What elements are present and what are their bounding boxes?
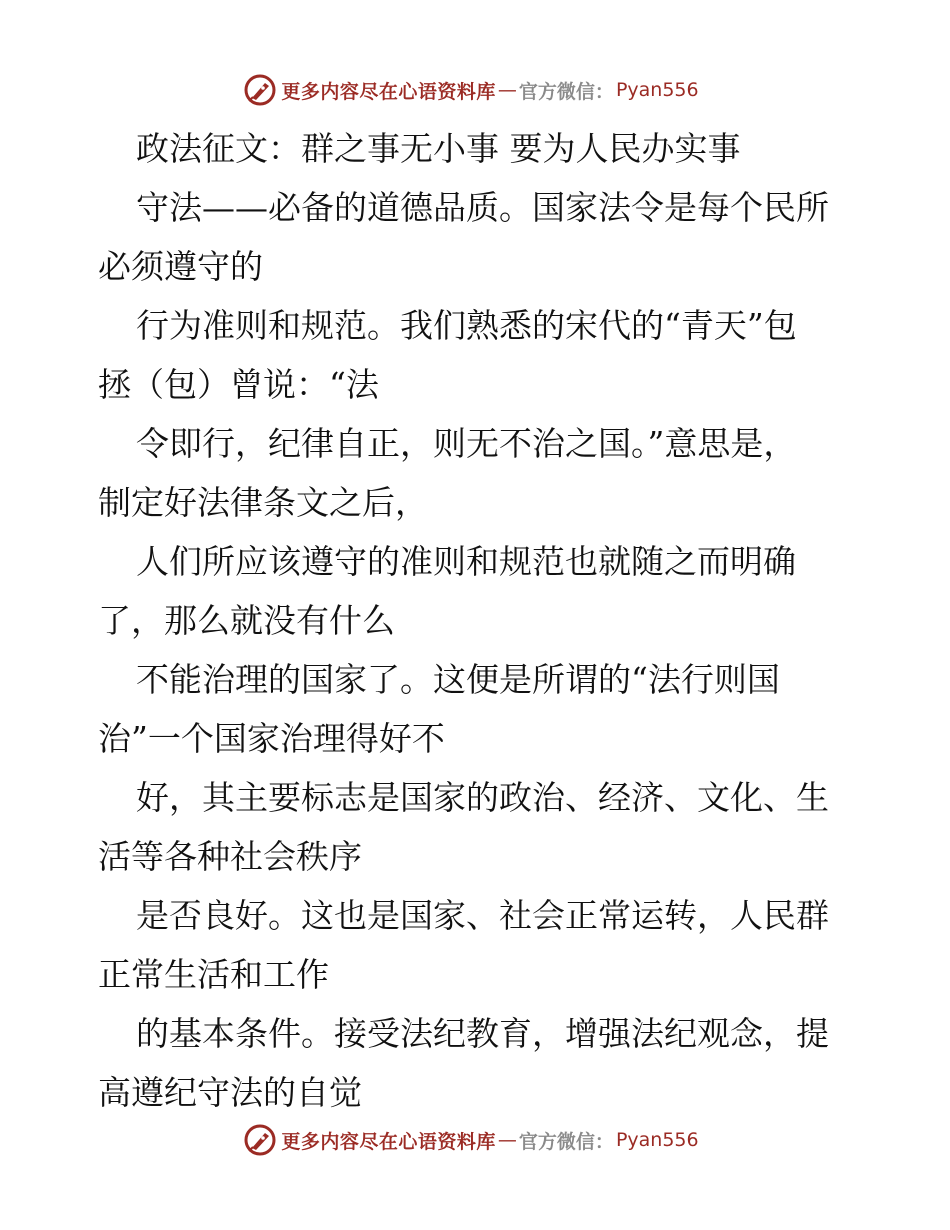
pen-nib-logo-icon [243, 1123, 277, 1157]
paragraph-line: 守法——必备的道德品质。国家法令是每个民所 [136, 188, 829, 227]
banner-text: 更多内容尽在心语资料库 [281, 1130, 496, 1153]
pen-nib-logo-icon [243, 73, 277, 107]
paragraph-line: 了，那么就没有什么 [98, 601, 395, 640]
paragraph-line: 人们所应该遵守的准则和规范也就随之而明确 [136, 542, 796, 581]
banner-wechat-id: Pyan556 [615, 1129, 699, 1151]
paragraph-line: 拯（包）曾说：“法 [98, 365, 379, 404]
paragraph-line: 高遵纪守法的自觉 [98, 1073, 362, 1112]
paragraph-line: 令即行，纪律自正，则无不治之国。”意思是， [136, 424, 797, 463]
paragraph-line: 不能治理的国家了。这便是所谓的“法行则国 [136, 660, 780, 699]
paragraph-line: 治”一个国家治理得好不 [98, 719, 445, 758]
banner-separator: — [497, 79, 517, 101]
paragraph-line: 正常生活和工作 [98, 955, 329, 994]
banner-wechat-label: 官方微信： [518, 80, 614, 103]
paragraph-line: 好，其主要标志是国家的政治、经济、文化、生 [136, 778, 829, 817]
banner-text: 更多内容尽在心语资料库 [281, 80, 496, 103]
banner-wechat-label: 官方微信： [518, 1130, 614, 1153]
document-title: 政法征文：群之事无小事 要为人民办实事 [136, 129, 741, 168]
banner-wechat-id: Pyan556 [615, 79, 699, 101]
paragraph-line: 行为准则和规范。我们熟悉的宋代的“青天”包 [136, 306, 797, 345]
paragraph-line: 制定好法律条文之后， [98, 483, 428, 522]
document-body [98, 119, 858, 1122]
footer-banner [0, 1120, 950, 1160]
paragraph-line: 是否良好。这也是国家、社会正常运转，人民群 [136, 896, 829, 935]
banner-separator: — [497, 1129, 517, 1151]
paragraph-line: 的基本条件。接受法纪教育，增强法纪观念，提 [136, 1014, 829, 1053]
paragraph-line: 必须遵守的 [98, 247, 263, 286]
header-banner [0, 70, 950, 110]
paragraph-line: 活等各种社会秩序 [98, 837, 362, 876]
